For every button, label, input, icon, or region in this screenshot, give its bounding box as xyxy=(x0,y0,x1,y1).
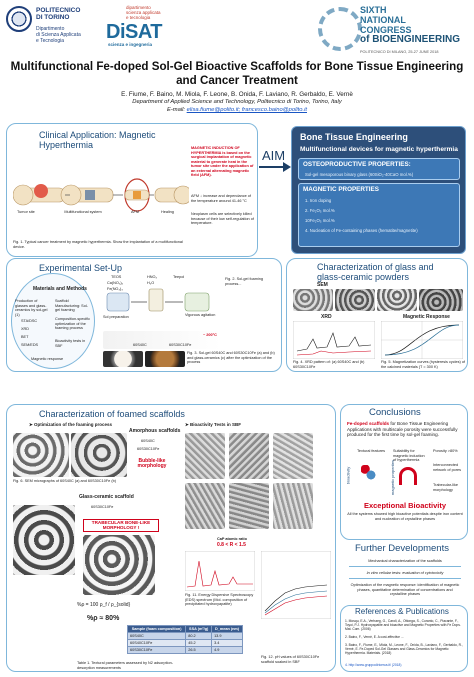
gear-icon xyxy=(318,7,362,51)
table-cell: 26.5 xyxy=(186,647,212,654)
opt-title xyxy=(29,423,112,428)
table-caption: Table 1. Textural parameters assessed by N2 adsorption-desorption measurements xyxy=(77,661,173,670)
sbf-image-1 xyxy=(185,433,225,479)
osteo-heading: OSTEOPRODUCTIVE PROPERTIES: xyxy=(303,161,411,168)
glassceramic-label: Glass-ceramic scaffold xyxy=(79,494,134,500)
formula-2: %ρ ≈ 80% xyxy=(87,615,120,622)
check-icon: ➤ xyxy=(29,422,35,427)
polito-dept-2: di Scienza Applicata xyxy=(36,32,81,38)
bioactivity-side-label: bioactivity xyxy=(345,466,351,485)
sem-label: SEM xyxy=(317,282,328,288)
foamed-panel xyxy=(6,404,336,672)
label-healing: Healing xyxy=(161,210,174,214)
label-teepol: Teepol xyxy=(173,275,185,279)
conclusions-body: for Bone Tissue Engineering Applications with multiscale porosity were successfully produced for the first time by sol-gel foaming. xyxy=(347,421,458,437)
table-header-sample: Sample (foam composition) xyxy=(128,626,186,633)
disat-tagline-2: scienza applicata xyxy=(126,10,161,15)
reference-3: 3. Baino, F., Fiume, E., Miola, M., Leone, F., Onida, B., Laviano, F., Gerbaldo, R., Vernè, E. Fe-Doped Sol-Gel Glasses and Glass-Ceramics for Magnetic Hyperthermia. Materials. (2018) xyxy=(345,643,463,655)
conclusions-title: Conclusions xyxy=(369,407,421,418)
table-header-row xyxy=(128,626,243,633)
disat-sub: scienza e ingegneria xyxy=(108,42,153,47)
eds-caption: Fig. 11. Energy Dispersive Spectroscopy (EDS) spectrum (Mol. composition of precipitated hydroxyapatite) xyxy=(185,593,254,606)
step-optimization: Composition-specific optimization of the foaming process xyxy=(55,317,91,330)
table-cell: 13.9 xyxy=(212,633,243,640)
setup-title: Experimental Set-Up xyxy=(39,263,123,273)
afm-coil xyxy=(125,179,149,211)
email-line xyxy=(10,107,464,115)
bte-panel xyxy=(291,126,466,254)
step-sta: STA/DSC xyxy=(21,319,38,323)
bio-title xyxy=(185,423,241,428)
mh-text: MAGNETIC INDUCTION OF HYPERTHERMIA is based on the surgical implantation of magnetic material to generate heat in the tumor site under the application of an external alternating magnetic field (AFM). xyxy=(191,146,254,177)
magnetic-line-3: 10Fe₂O₃ mol.% xyxy=(305,218,335,223)
char-title-1: Characterization of glass and xyxy=(317,262,434,272)
table-cell: 60S40C xyxy=(128,633,186,640)
amorphous-item-1: 60S40C xyxy=(141,439,155,443)
congress-line-4: of BIOENGINEERING xyxy=(360,34,461,45)
step-sem: SEM/EDS xyxy=(21,343,39,347)
magnetic-box xyxy=(298,183,460,247)
sample-photo-b xyxy=(145,351,185,367)
references-panel xyxy=(340,605,468,672)
trabecular-label: TRABECULAR BONE-LIKE MORPHOLOGY ! xyxy=(83,519,159,532)
foam-image-b xyxy=(71,433,127,477)
label-teos: TEOS xyxy=(111,275,122,279)
reference-4[interactable]: 4. http://www.gruppodiricerca.it/ (2018) xyxy=(345,663,402,667)
email-links[interactable]: elisa.fiume@polito.it; francesco.baino@polito.it xyxy=(186,107,307,113)
bone-illustrations xyxy=(13,158,189,240)
char-title xyxy=(317,262,434,282)
poster-title xyxy=(10,60,464,88)
item-textural: Textural features xyxy=(357,449,386,453)
magnet-icon xyxy=(399,467,417,485)
char-panel xyxy=(286,258,468,372)
ph-caption: Fig. 12. pH values of 60S30C10Fe scaffold soaked in SBF xyxy=(261,655,320,664)
clinical-panel xyxy=(6,123,258,257)
mag-label: Magnetic Response xyxy=(403,314,450,320)
step-xrd: XRD xyxy=(21,327,30,331)
exceptional-text: All the systems showed high bioactive potentials despite iron content and nucleation of crystalline phases xyxy=(347,512,463,521)
magnetic-heading: MAGNETIC PROPERTIES xyxy=(303,186,379,193)
gc-sample-label: 60S30C10Fe xyxy=(91,505,114,509)
conclusions-panel xyxy=(340,404,468,540)
table-header-dmean: D_mean (nm) xyxy=(212,626,243,633)
polito-name-2: DI TORINO xyxy=(36,14,70,21)
sbf-image-3 xyxy=(273,433,313,479)
foam-caption-1: Fig. 6. SEM micrographs of 60S40C (a) and 60S30C10Fe (b) xyxy=(13,479,116,483)
prod-scaffold: Scaffold Manufacturing: Sol-gel foaming xyxy=(55,299,88,312)
temp-label: ~ 200°C xyxy=(203,333,217,337)
setup-panel xyxy=(6,258,282,372)
authors: E. Fiume, F. Baino, M. Miola, F. Leone, B. Onida, F. Laviano, R. Gerbaldo, E. Vernè xyxy=(121,91,353,98)
bio-title-text: Bioactivity Tests in SBF xyxy=(190,422,241,427)
gc-image-2 xyxy=(83,535,155,595)
conclusions-red: Fe-doped scaffolds xyxy=(347,421,390,426)
title-line-2: and Cancer Treatment xyxy=(176,74,298,87)
table-cell: 60S30C10Fe xyxy=(128,647,186,654)
sem-image-d xyxy=(419,289,463,311)
amorphous-item-2: 60S30C10Fe xyxy=(137,447,160,451)
congress-line-3: CONGRESS xyxy=(360,25,412,35)
label-h2o: H₂O xyxy=(147,281,155,285)
sem-image-c xyxy=(377,289,417,311)
setup-text: Fig. 3. Sol-gel 60S40C and 60S30C10Fe (a) and (b) and glass-ceramics (c) after the optimization of the process xyxy=(187,351,275,364)
table-row xyxy=(128,640,243,647)
char-title-2: glass-ceramic powders xyxy=(317,272,410,282)
item-porosity: Porosity >80% xyxy=(433,449,458,453)
afm-description: AFM ↓ increase and dependance of the temperature around 41-46 °C xyxy=(191,194,251,203)
table-header-ssa: SSA (m²/g) xyxy=(186,626,212,633)
aim-arrow-icon xyxy=(257,160,293,174)
references-title: References & Publications xyxy=(355,607,449,616)
title-line-1: Multifunctional Fe-doped Sol-Gel Bioactive Scaffolds for Bone Tissue Engineering xyxy=(10,60,464,73)
table-row xyxy=(128,633,243,640)
table-cell: 3.4 xyxy=(212,640,243,647)
disat-tagline-3: e tecnologia xyxy=(126,15,151,20)
sample-a-label: 60S40C xyxy=(133,343,147,347)
clinical-title xyxy=(39,130,156,150)
materials-heading: Materials and Methods xyxy=(33,286,87,292)
table-cell: 4.9 xyxy=(212,647,243,654)
item-network: Interconnected network of pores xyxy=(433,463,462,472)
reference-1: 1. Mosqu, E.A., Verhaeg, G., Caroli, A., Ottonga, S., Curanto, C., Piacante, F., Toyoi, P.J. Hydroxyapatite and bioactive and Magnetic Properties with Fe Dops. Mat. Com. (2006) xyxy=(345,619,461,631)
label-fe-nitrate: Fe(NO₃)₃ xyxy=(107,287,123,291)
gc-image xyxy=(13,505,75,575)
foam-image-a xyxy=(13,433,69,477)
congress-logo xyxy=(318,3,468,55)
table-row xyxy=(128,647,243,654)
table-cell: 80.2 xyxy=(186,633,212,640)
ph-plot xyxy=(261,551,331,619)
sbf-image-4 xyxy=(185,483,225,529)
clinical-title-2: Hyperthermia xyxy=(39,140,94,150)
clinical-caption: Fig. 1. Typical cancer treatment by magnetic hyperthermia. Show the implantation of a multifunctional device. xyxy=(13,240,183,249)
sbf-image-2 xyxy=(229,433,269,479)
magnetic-line-2: 2. Fe₂O₃ mol.% xyxy=(305,208,335,213)
mh-description xyxy=(191,146,255,178)
polito-name-1: POLITECNICO xyxy=(36,7,81,14)
xrd-label: XRD xyxy=(321,314,332,320)
poster-header xyxy=(0,0,474,58)
polito-dept-3: e Tecnologia xyxy=(36,38,64,44)
polito-logo xyxy=(6,4,98,52)
label-ca-nitrate: Ca(NO₃)₂ xyxy=(107,281,124,285)
setup-side-text: Fig. 2. Sol-gel foaming process... xyxy=(225,277,263,286)
magnetic-response-plot xyxy=(381,321,463,359)
table-cell: 45.2 xyxy=(186,640,212,647)
bone-tumor xyxy=(13,184,65,205)
amorphous-label: Amorphous scaffolds xyxy=(129,428,181,434)
congress-line-5: POLITECNICO DI MILANO, 25-27 JUNE 2018 xyxy=(360,50,439,54)
sample-b-label: 60S30C10Fe xyxy=(169,343,192,347)
label-tumor-site: Tumor site xyxy=(17,210,35,214)
disat-logo xyxy=(104,4,174,52)
molecule-icon xyxy=(361,465,381,485)
further-item-1: Mechanical characterization of the scaffolds xyxy=(349,559,461,567)
sem-image-b xyxy=(335,289,375,311)
polito-dept-1: Dipartimento xyxy=(36,26,65,32)
label-agitation: Vigorous agitation xyxy=(185,313,216,317)
capsi-range: 0.8 < R < 1.5 xyxy=(217,542,246,548)
bte-subtitle: Multifunctional devices for magnetic hyperthermia xyxy=(300,146,458,153)
table-cell: 60S40C10Fe xyxy=(128,640,186,647)
polito-seal-icon xyxy=(6,6,32,32)
exceptional-box xyxy=(347,501,463,521)
disat-tagline-1: dipartimento xyxy=(126,5,151,10)
bubble-label: Bubble-like morphology xyxy=(137,458,167,469)
aim-label: AIM xyxy=(262,148,286,163)
congress-line-2: NATIONAL xyxy=(360,15,406,25)
clinical-title-1: Clinical Application: Magnetic xyxy=(39,130,156,140)
label-multifunctional: Multifunctional system xyxy=(64,210,102,214)
disat-name: DiSAT xyxy=(106,21,163,43)
formula-1: %ρ = 100 ρ_f / ρ_{solid} xyxy=(77,602,131,608)
osteo-line: Sol-gel mesoporous binary glass (60SiO₂-40CaO mol.%) xyxy=(305,172,414,177)
label-sol-prep: Sol preparation xyxy=(103,315,129,319)
textural-table xyxy=(127,625,243,654)
further-item-3: Optimization of the magnetic response: identification of magnetic phases, quantitative determination of concentrations and crystalline phases xyxy=(350,583,460,596)
step-bet: BET xyxy=(21,335,29,339)
affiliation: Department of Applied Science and Technology, Politecnico di Torino, Torino, Italy xyxy=(132,99,342,105)
bone-healing xyxy=(155,186,189,204)
label-afm: AFM xyxy=(131,210,140,214)
xrd-plot xyxy=(293,321,375,359)
conclusions-text xyxy=(347,421,463,438)
sample-photo-a xyxy=(103,351,143,367)
further-title: Further Developments xyxy=(355,543,449,554)
xrd-caption: Fig. 4. XRD pattern of: (a) 60S40C and (b) 60S30C10Fe xyxy=(293,360,365,369)
email-prefix: E-mail: xyxy=(166,107,187,113)
sample-row-a xyxy=(103,331,221,349)
item-magnetic: Suitability for magnetic induction of hyperthermia xyxy=(393,449,425,462)
magnetic-line-4: 4. Nucleation of Fe-containing phases (hematite/magnetite) xyxy=(305,228,418,233)
item-trabecular: Trabecular-like morphology xyxy=(433,483,458,492)
foamed-title: Characterization of foamed scaffolds xyxy=(39,409,185,419)
sbf-image-6 xyxy=(273,483,313,529)
further-item-2: In vitro cellular tests: evaluation of cytotoxicity xyxy=(349,571,461,579)
magnetic-line-1: 1. Iron doping xyxy=(305,198,332,203)
prod-glass: Production of glasses and glass-ceramics by sol-gel (1) xyxy=(15,299,48,317)
sem-image-a xyxy=(293,289,333,311)
exceptional-title: Exceptional Bioactivity xyxy=(363,501,447,510)
step-bioactivity: Bioactivity tests in SBF xyxy=(55,339,86,348)
opt-title-text: Optimization of the foaming process xyxy=(34,422,113,427)
bio-arrow-icon: ➤ xyxy=(185,422,191,427)
mag-caption: Fig. 5. Magnetization curves (hysteresis cycles) of the calcined materials (T = 300 K) xyxy=(381,360,465,369)
sbf-image-5 xyxy=(229,483,269,529)
reference-2: 2. Baino, F., Vernè, E. A cost-effective ... xyxy=(345,635,404,639)
magnetic-side-label: magnetic properties xyxy=(390,459,396,496)
capsi-label: CaP atomic ratio xyxy=(217,537,247,541)
step-magnetic: Magnetic response xyxy=(31,357,64,361)
label-hno3: HNO₃ xyxy=(147,275,157,279)
eds-spectrum xyxy=(185,551,255,591)
further-panel xyxy=(340,542,468,604)
neoplasm-description: Neoplasm cells are selectively killed because of their low self-regulation of temperature. xyxy=(191,212,254,225)
bte-title: Bone Tissue Engineering xyxy=(300,132,408,142)
osteo-box xyxy=(298,158,460,180)
congress-line-1: SIXTH xyxy=(360,5,387,15)
